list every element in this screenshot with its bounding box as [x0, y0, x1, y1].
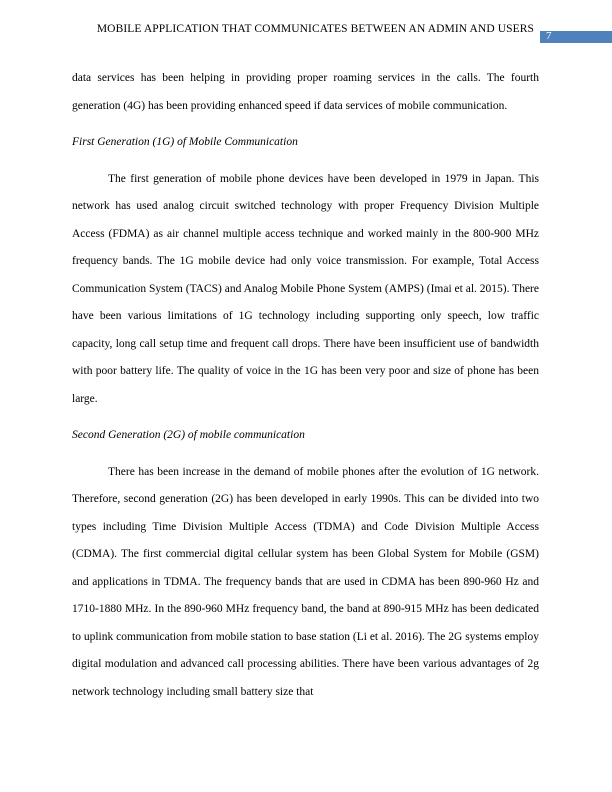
intro-paragraph: data services has been helping in providing proper roaming services in the calls. The fourth generation (4G) has been providing enhanced speed if data services of mobile communication. [72, 72, 539, 112]
section-heading-2g: Second Generation (2G) of mobile communication [72, 429, 305, 441]
section-heading-1g: First Generation (1G) of Mobile Communication [72, 136, 298, 148]
running-header-title: MOBILE APPLICATION THAT COMMUNICATES BETWEEN AN ADMIN AND USERS [96, 23, 534, 35]
paragraph-1g: The first generation of mobile phone devices have been developed in 1979 in Japan. This network has used analog circuit switched technology with proper Frequency Division Multiple Access (FDMA) as air channel multiple access technique and worked mainly in the 800-900 MHz frequency bands. The 1G mobile device had only voice transmission. For example, Total Access Communication System (TACS) and Analog Mobile Phone System (AMPS) (Imai et al. 2015). There have been various limitations of 1G technology including supporting only speech, low traffic capacity, long call setup time and frequent call drops. There have been insufficient use of bandwidth with poor battery life. The quality of voice in the 1G has been very poor and size of phone has been large. [72, 172, 539, 405]
page-number: 7 [546, 30, 552, 42]
paragraph-2g: There has been increase in the demand of mobile phones after the evolution of 1G network. Therefore, second generation (2G) has been developed in early 1990s. This can be divided into two types including Time Division Multiple Access (TDMA) and Code Division Multiple Access (CDMA). The first commercial digital cellular system has been Global System for Mobile (GSM) and applications in TDMA. The frequency bands that are used in CDMA has been 890-960 Hz and 1710-1880 MHz. In the 890-960 MHz frequency band, the band at 890-915 MHz has been dedicated to uplink communication from mobile station to base station (Li et al. 2016). The 2G systems employ digital modulation and advanced call processing abilities. There have been various advantages of 2g network technology including small battery size that [72, 465, 539, 698]
document-body [72, 65, 539, 715]
page-number-badge [540, 31, 612, 43]
